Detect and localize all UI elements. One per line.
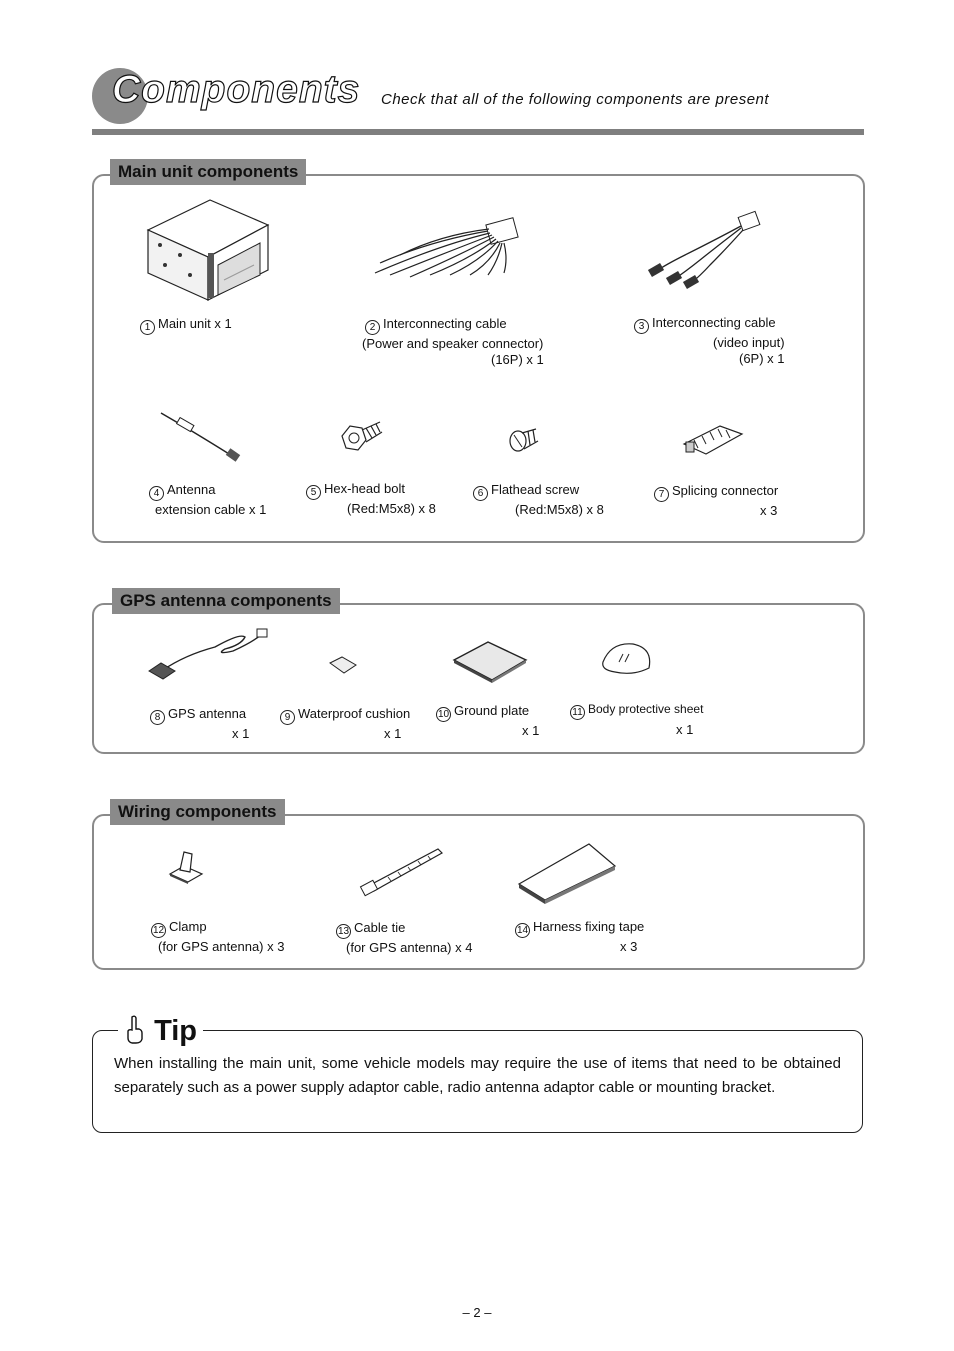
item-flathead-screw: 6 Flathead screw: [473, 482, 579, 501]
pointing-hand-icon: [124, 1014, 146, 1044]
clamp-illustration: [166, 848, 210, 886]
flathead-screw-illustration: [506, 425, 542, 455]
item-number: 6: [473, 486, 488, 501]
item-detail: (video input): [713, 335, 785, 350]
item-quantity: x 1: [522, 723, 540, 738]
item-detail: (Red:M5x8) x 8: [515, 502, 604, 517]
item-detail: (for GPS antenna) x 3: [158, 939, 285, 954]
item-number: 9: [280, 710, 295, 725]
item-number: 13: [337, 926, 350, 937]
page-subtitle: Check that all of the following components are present: [381, 91, 770, 108]
item-quantity: x 3: [620, 939, 638, 954]
item-number: 12: [152, 925, 165, 936]
wiring-heading: Wiring components: [110, 799, 285, 825]
cable-tie-illustration: [358, 845, 446, 900]
item-number: 1: [140, 320, 155, 335]
interconnecting-cable-6p-illustration: [645, 210, 775, 290]
tip-heading: Tip: [118, 1014, 203, 1048]
gps-heading: GPS antenna components: [112, 588, 340, 614]
interconnecting-cable-16p-illustration: [370, 215, 525, 280]
harness-fixing-tape-illustration: [515, 840, 620, 905]
item-quantity: (6P) x 1: [739, 351, 785, 366]
item-number: 14: [516, 925, 529, 936]
item-body-protective-sheet: 11 Body protective sheet: [570, 702, 703, 720]
item-clamp: 12 Clamp: [152, 919, 207, 936]
splicing-connector-illustration: [680, 420, 748, 460]
item-quantity: x 1: [676, 722, 694, 737]
main-unit-heading: Main unit components: [110, 159, 306, 185]
item-quantity: x 1: [232, 726, 250, 741]
item-detail: (Red:M5x8) x 8: [347, 501, 436, 516]
item-harness-fixing-tape: 14 Harness fixing tape: [516, 919, 645, 936]
item-number: 4: [149, 486, 164, 501]
item-quantity: x 1: [384, 726, 402, 741]
antenna-extension-cable-illustration: [155, 405, 245, 467]
page-title: Components: [112, 68, 361, 111]
item-cable-tie: 13 Cable tie: [337, 920, 406, 937]
item-interconnecting-cable-16p: 2 Interconnecting cable: [365, 316, 507, 335]
item-number: 11: [570, 705, 585, 720]
item-interconnecting-cable-6p: 3 Interconnecting cable: [634, 315, 776, 334]
item-quantity: x 3: [760, 503, 778, 518]
item-detail: (Power and speaker connector): [362, 336, 544, 351]
body-protective-sheet-illustration: [597, 640, 655, 678]
item-detail: (for GPS antenna) x 4: [346, 940, 473, 955]
item-number: 2: [365, 320, 380, 335]
hex-head-bolt-illustration: [336, 418, 386, 458]
waterproof-cushion-illustration: [326, 655, 360, 677]
item-number: 8: [150, 710, 165, 725]
item-ground-plate: 10 Ground plate: [437, 703, 530, 720]
item-quantity: (16P) x 1: [491, 352, 544, 367]
item-number: 7: [654, 487, 669, 502]
item-detail: extension cable x 1: [155, 502, 267, 517]
item-antenna-extension-cable: 4 Antenna: [149, 482, 215, 501]
item-main-unit: 1 Main unit x 1: [140, 316, 232, 335]
item-gps-antenna: 8 GPS antenna: [150, 706, 246, 725]
item-splicing-connector: 7 Splicing connector: [654, 483, 778, 502]
tip-text: When installing the main unit, some vehicle models may require the use of items that need to be obtained separately such as a power supply adaptor cable, radio antenna adaptor cable or mounting bracket.: [114, 1055, 841, 1096]
item-waterproof-cushion: 9 Waterproof cushion: [280, 706, 410, 725]
page-number: – 2 –: [462, 1305, 492, 1320]
ground-plate-illustration: [450, 638, 530, 686]
gps-antenna-illustration: [145, 625, 270, 683]
item-number: 3: [634, 319, 649, 334]
item-number: 10: [437, 709, 450, 720]
item-hex-head-bolt: 5 Hex-head bolt: [306, 481, 405, 500]
title-rule: [92, 129, 864, 135]
main-unit-illustration: [140, 195, 275, 305]
item-number: 5: [306, 485, 321, 500]
